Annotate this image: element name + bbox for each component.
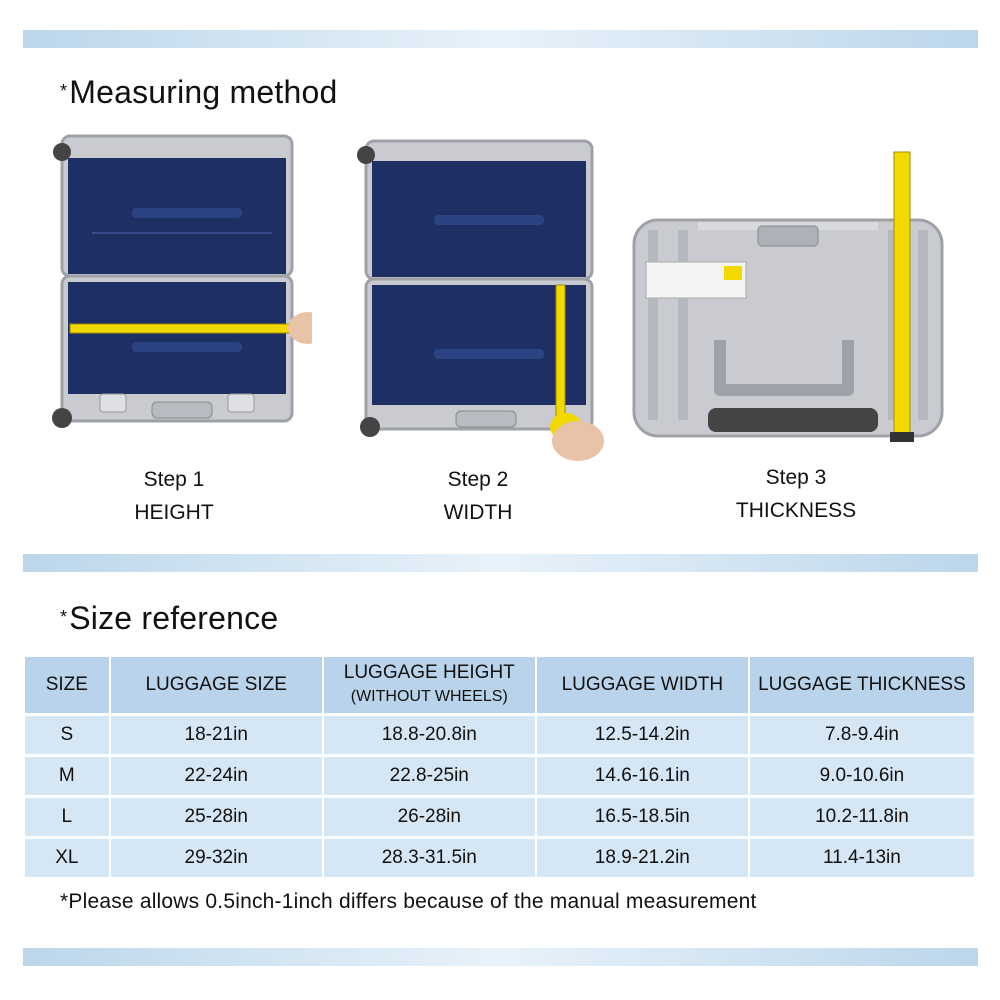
header-luggage-thickness: LUGGAGE THICKNESS: [750, 657, 974, 716]
measuring-method-heading: [60, 74, 337, 111]
suitcase-width-photo: [356, 137, 604, 462]
cell-size: S: [25, 716, 109, 757]
step-3-caption: [686, 461, 906, 527]
step-2-label: WIDTH: [443, 501, 513, 524]
top-divider-band: [23, 30, 978, 48]
header-height-sub: (WITHOUT WHEELS): [350, 688, 508, 705]
header-luggage-height: [324, 657, 535, 716]
suitcase-height-photo: [52, 132, 312, 437]
cell-height: 28.3-31.5in: [324, 839, 535, 880]
step-2-number: Step 2: [447, 468, 509, 491]
table-row: [25, 839, 974, 880]
step-3-number: Step 3: [765, 466, 827, 489]
cell-luggage-size: 25-28in: [111, 798, 322, 839]
cell-thickness: 11.4-13in: [750, 839, 974, 880]
cell-size: M: [25, 757, 109, 798]
cell-width: 14.6-16.1in: [537, 757, 748, 798]
heading-asterisk: *: [60, 607, 68, 627]
middle-divider-band: [23, 554, 978, 572]
cell-width: 12.5-14.2in: [537, 716, 748, 757]
header-luggage-width: LUGGAGE WIDTH: [537, 657, 748, 716]
size-reference-title: Size reference: [69, 600, 279, 636]
size-reference-heading: [60, 600, 278, 637]
cell-width: 18.9-21.2in: [537, 839, 748, 880]
suitcase-thickness-photo: [628, 150, 950, 450]
step-3-label: THICKNESS: [735, 499, 857, 522]
measuring-method-title: Measuring method: [69, 74, 338, 110]
size-reference-table: [23, 657, 976, 880]
step-1-number: Step 1: [143, 468, 205, 491]
cell-thickness: 7.8-9.4in: [750, 716, 974, 757]
step-1-caption: [64, 463, 284, 529]
table-row: [25, 757, 974, 798]
table-row: [25, 798, 974, 839]
cell-height: 26-28in: [324, 798, 535, 839]
bottom-divider-band: [23, 948, 978, 966]
cell-height: 22.8-25in: [324, 757, 535, 798]
step-1-label: HEIGHT: [134, 501, 214, 524]
heading-asterisk: *: [60, 81, 68, 101]
header-size: SIZE: [25, 657, 109, 716]
table-row: [25, 716, 974, 757]
header-luggage-size: LUGGAGE SIZE: [111, 657, 322, 716]
cell-thickness: 10.2-11.8in: [750, 798, 974, 839]
header-height-label: LUGGAGE HEIGHT: [343, 662, 515, 683]
cell-size: L: [25, 798, 109, 839]
cell-luggage-size: 29-32in: [111, 839, 322, 880]
measurement-note: *Please allows 0.5inch-1inch differs because of the manual measurement: [60, 890, 757, 913]
step-2-caption: [368, 463, 588, 529]
cell-height: 18.8-20.8in: [324, 716, 535, 757]
cell-size: XL: [25, 839, 109, 880]
cell-luggage-size: 22-24in: [111, 757, 322, 798]
table-header-row: [25, 657, 974, 716]
cell-luggage-size: 18-21in: [111, 716, 322, 757]
cell-width: 16.5-18.5in: [537, 798, 748, 839]
cell-thickness: 9.0-10.6in: [750, 757, 974, 798]
